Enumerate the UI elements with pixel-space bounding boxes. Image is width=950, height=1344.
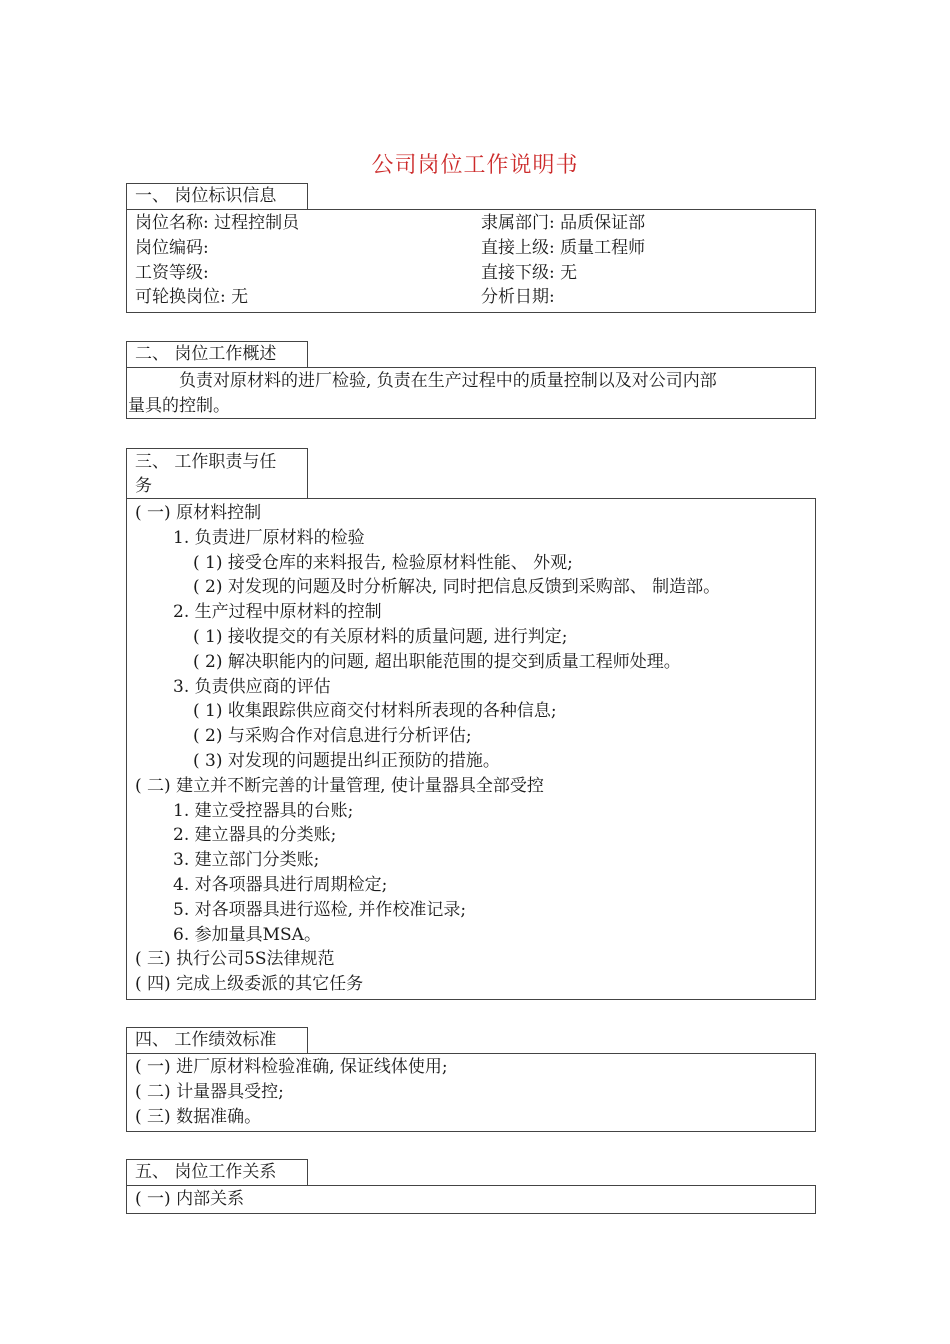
section-2-box: [126, 367, 816, 419]
list-item: 5. 对各项器具进行巡检, 并作校准记录;: [173, 899, 467, 920]
section-5-box: [126, 1185, 816, 1214]
list-item: ( 三) 数据准确。: [135, 1106, 262, 1127]
overview-text: 负责对原材料的进厂检验, 负责在生产过程中的质量控制以及对公司内部: [179, 371, 717, 391]
overview-text: 量具的控制。: [128, 396, 230, 416]
list-item: ( 2) 与采购合作对信息进行分析评估;: [193, 726, 472, 747]
section-1-header: 一、 岗位标识信息: [126, 183, 308, 210]
info-row: 岗位名称: 过程控制员 隶属部门: 品质保证部: [135, 213, 646, 233]
section-4-header: 四、 工作绩效标准: [126, 1027, 308, 1054]
list-item: 4. 对各项器具进行周期检定;: [173, 874, 388, 895]
info-row: 岗位编码: 直接上级: 质量工程师: [135, 237, 646, 258]
list-item: 2. 生产过程中原材料的控制: [173, 602, 382, 623]
list-item: ( 1) 接受仓库的来料报告, 检验原材料性能、 外观;: [193, 552, 573, 573]
section-3-box: [126, 498, 816, 1000]
list-item: 3. 建立部门分类账;: [173, 850, 320, 871]
section-4-box: [126, 1053, 816, 1132]
section-3-header: 三、 工作职责与任 务: [126, 448, 308, 499]
list-item: ( 2) 解决职能内的问题, 超出职能范围的提交到质量工程师处理。: [193, 651, 681, 672]
section-1-box: [126, 209, 816, 313]
list-item: ( 三) 执行公司5S法律规范: [135, 949, 335, 970]
list-item: ( 3) 对发现的问题提出纠正预防的措施。: [193, 750, 500, 771]
list-item: ( 1) 接收提交的有关原材料的质量问题, 进行判定;: [193, 626, 568, 647]
section-2-header: 二、 岗位工作概述: [126, 341, 308, 368]
list-item: 6. 参加量具MSA。: [173, 924, 321, 945]
info-row: 可轮换岗位: 无 分析日期:: [135, 287, 555, 308]
list-item: 1. 负责进厂原材料的检验: [173, 527, 365, 548]
list-item: ( 一) 内部关系: [135, 1189, 245, 1209]
list-item: 1. 建立受控器具的台账;: [173, 800, 354, 821]
info-row: 工资等级: 直接下级: 无: [135, 262, 578, 283]
list-item: ( 2) 对发现的问题及时分析解决, 同时把信息反馈到采购部、 制造部。: [193, 577, 721, 598]
list-item: 3. 负责供应商的评估: [173, 676, 331, 697]
section-5-header: 五、 岗位工作关系: [126, 1159, 308, 1186]
list-item: ( 四) 完成上级委派的其它任务: [135, 974, 364, 995]
list-item: ( 二) 建立并不断完善的计量管理, 使计量器具全部受控: [135, 775, 544, 796]
list-item: ( 1) 收集跟踪供应商交付材料所表现的各种信息;: [193, 701, 557, 722]
list-item: ( 一) 进厂原材料检验准确, 保证线体使用;: [135, 1057, 448, 1077]
list-item: ( 一) 原材料控制: [135, 503, 262, 523]
document-title: 公司岗位工作说明书: [371, 153, 579, 178]
list-item: 2. 建立器具的分类账;: [173, 825, 337, 846]
list-item: ( 二) 计量器具受控;: [135, 1081, 284, 1102]
